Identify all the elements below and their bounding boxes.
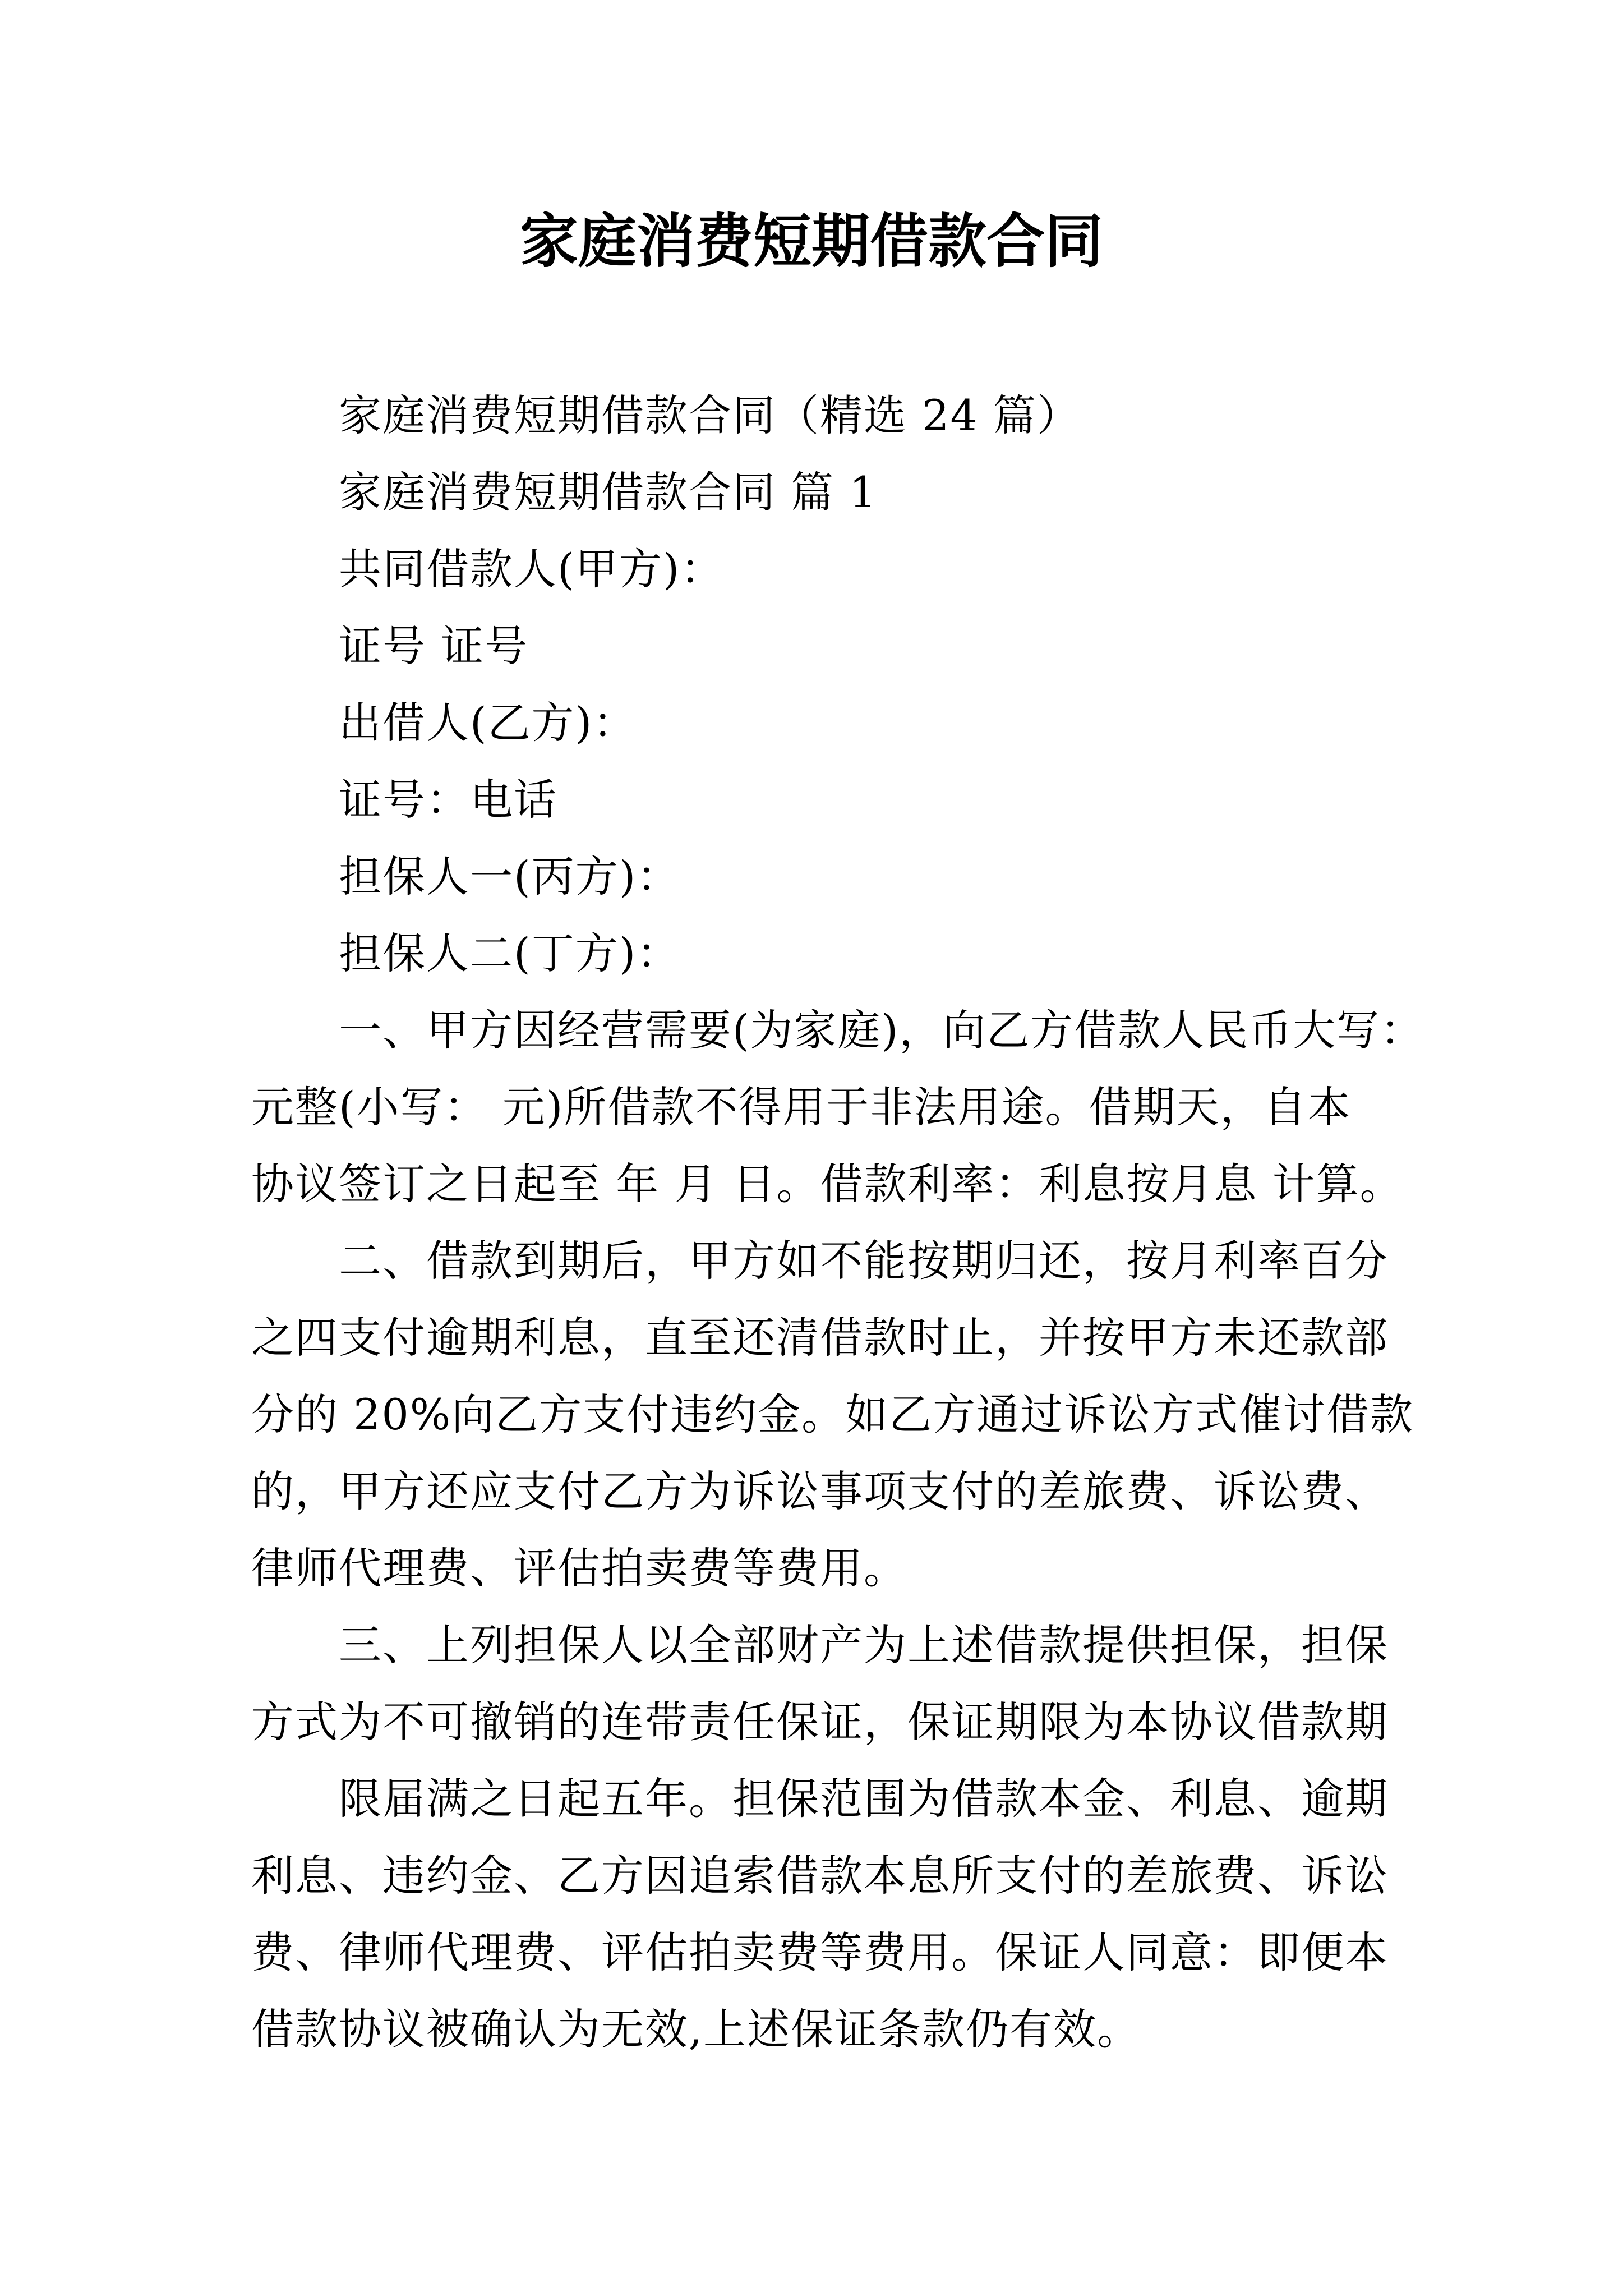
document-body bbox=[251, 377, 1424, 2068]
text-line: 元整(小写： 元)所借款不得用于非法用途。借期天，自本 bbox=[251, 1082, 1352, 1132]
text-line: 证号：电话 bbox=[339, 775, 557, 825]
text-line: 担保人一(丙方)： bbox=[339, 852, 681, 901]
text-line: 限届满之日起五年。担保范围为借款本金、利息、逾期 bbox=[339, 1774, 1389, 1824]
text-line: 二、借款到期后，甲方如不能按期归还，按月利率百分 bbox=[339, 1236, 1389, 1286]
text-line: 共同借款人(甲方)： bbox=[339, 544, 725, 594]
text-line: 借款协议被确认为无效,上述保证条款仍有效。 bbox=[251, 2004, 1141, 2054]
text-line: 利息、违约金、乙方因追索借款本息所支付的差旅费、诉讼 bbox=[251, 1851, 1389, 1901]
text-line: 证号 证号 bbox=[339, 621, 529, 671]
document-title: 家庭消费短期借款合同 bbox=[519, 206, 1103, 275]
text-line: 分的 20%向乙方支付违约金。如乙方通过诉讼方式催讨借款 bbox=[251, 1389, 1414, 1439]
text-line: 协议签订之日起至 年 月 日。借款利率：利息按月息 计算。 bbox=[251, 1159, 1404, 1209]
text-line: 律师代理费、评估拍卖费等费用。 bbox=[251, 1543, 907, 1593]
text-line: 一、甲方因经营需要(为家庭)，向乙方借款人民币大写： bbox=[339, 1005, 1424, 1055]
text-line: 家庭消费短期借款合同 篇 1 bbox=[339, 467, 878, 517]
text-line: 三、上列担保人以全部财产为上述借款提供担保，担保 bbox=[339, 1620, 1389, 1670]
text-line: 家庭消费短期借款合同（精选 24 篇） bbox=[339, 390, 1081, 440]
text-line: 担保人二(丁方)： bbox=[339, 928, 681, 978]
text-line: 费、律师代理费、评估拍卖费等费用。保证人同意：即便本 bbox=[251, 1927, 1389, 1977]
text-line: 出借人(乙方)： bbox=[339, 698, 637, 748]
text-line: 的，甲方还应支付乙方为诉讼事项支付的差旅费、诉讼费、 bbox=[251, 1466, 1389, 1516]
text-line: 方式为不可撤销的连带责任保证，保证期限为本协议借款期 bbox=[251, 1697, 1389, 1747]
text-line: 之四支付逾期利息，直至还清借款时止，并按甲方未还款部 bbox=[251, 1313, 1389, 1363]
